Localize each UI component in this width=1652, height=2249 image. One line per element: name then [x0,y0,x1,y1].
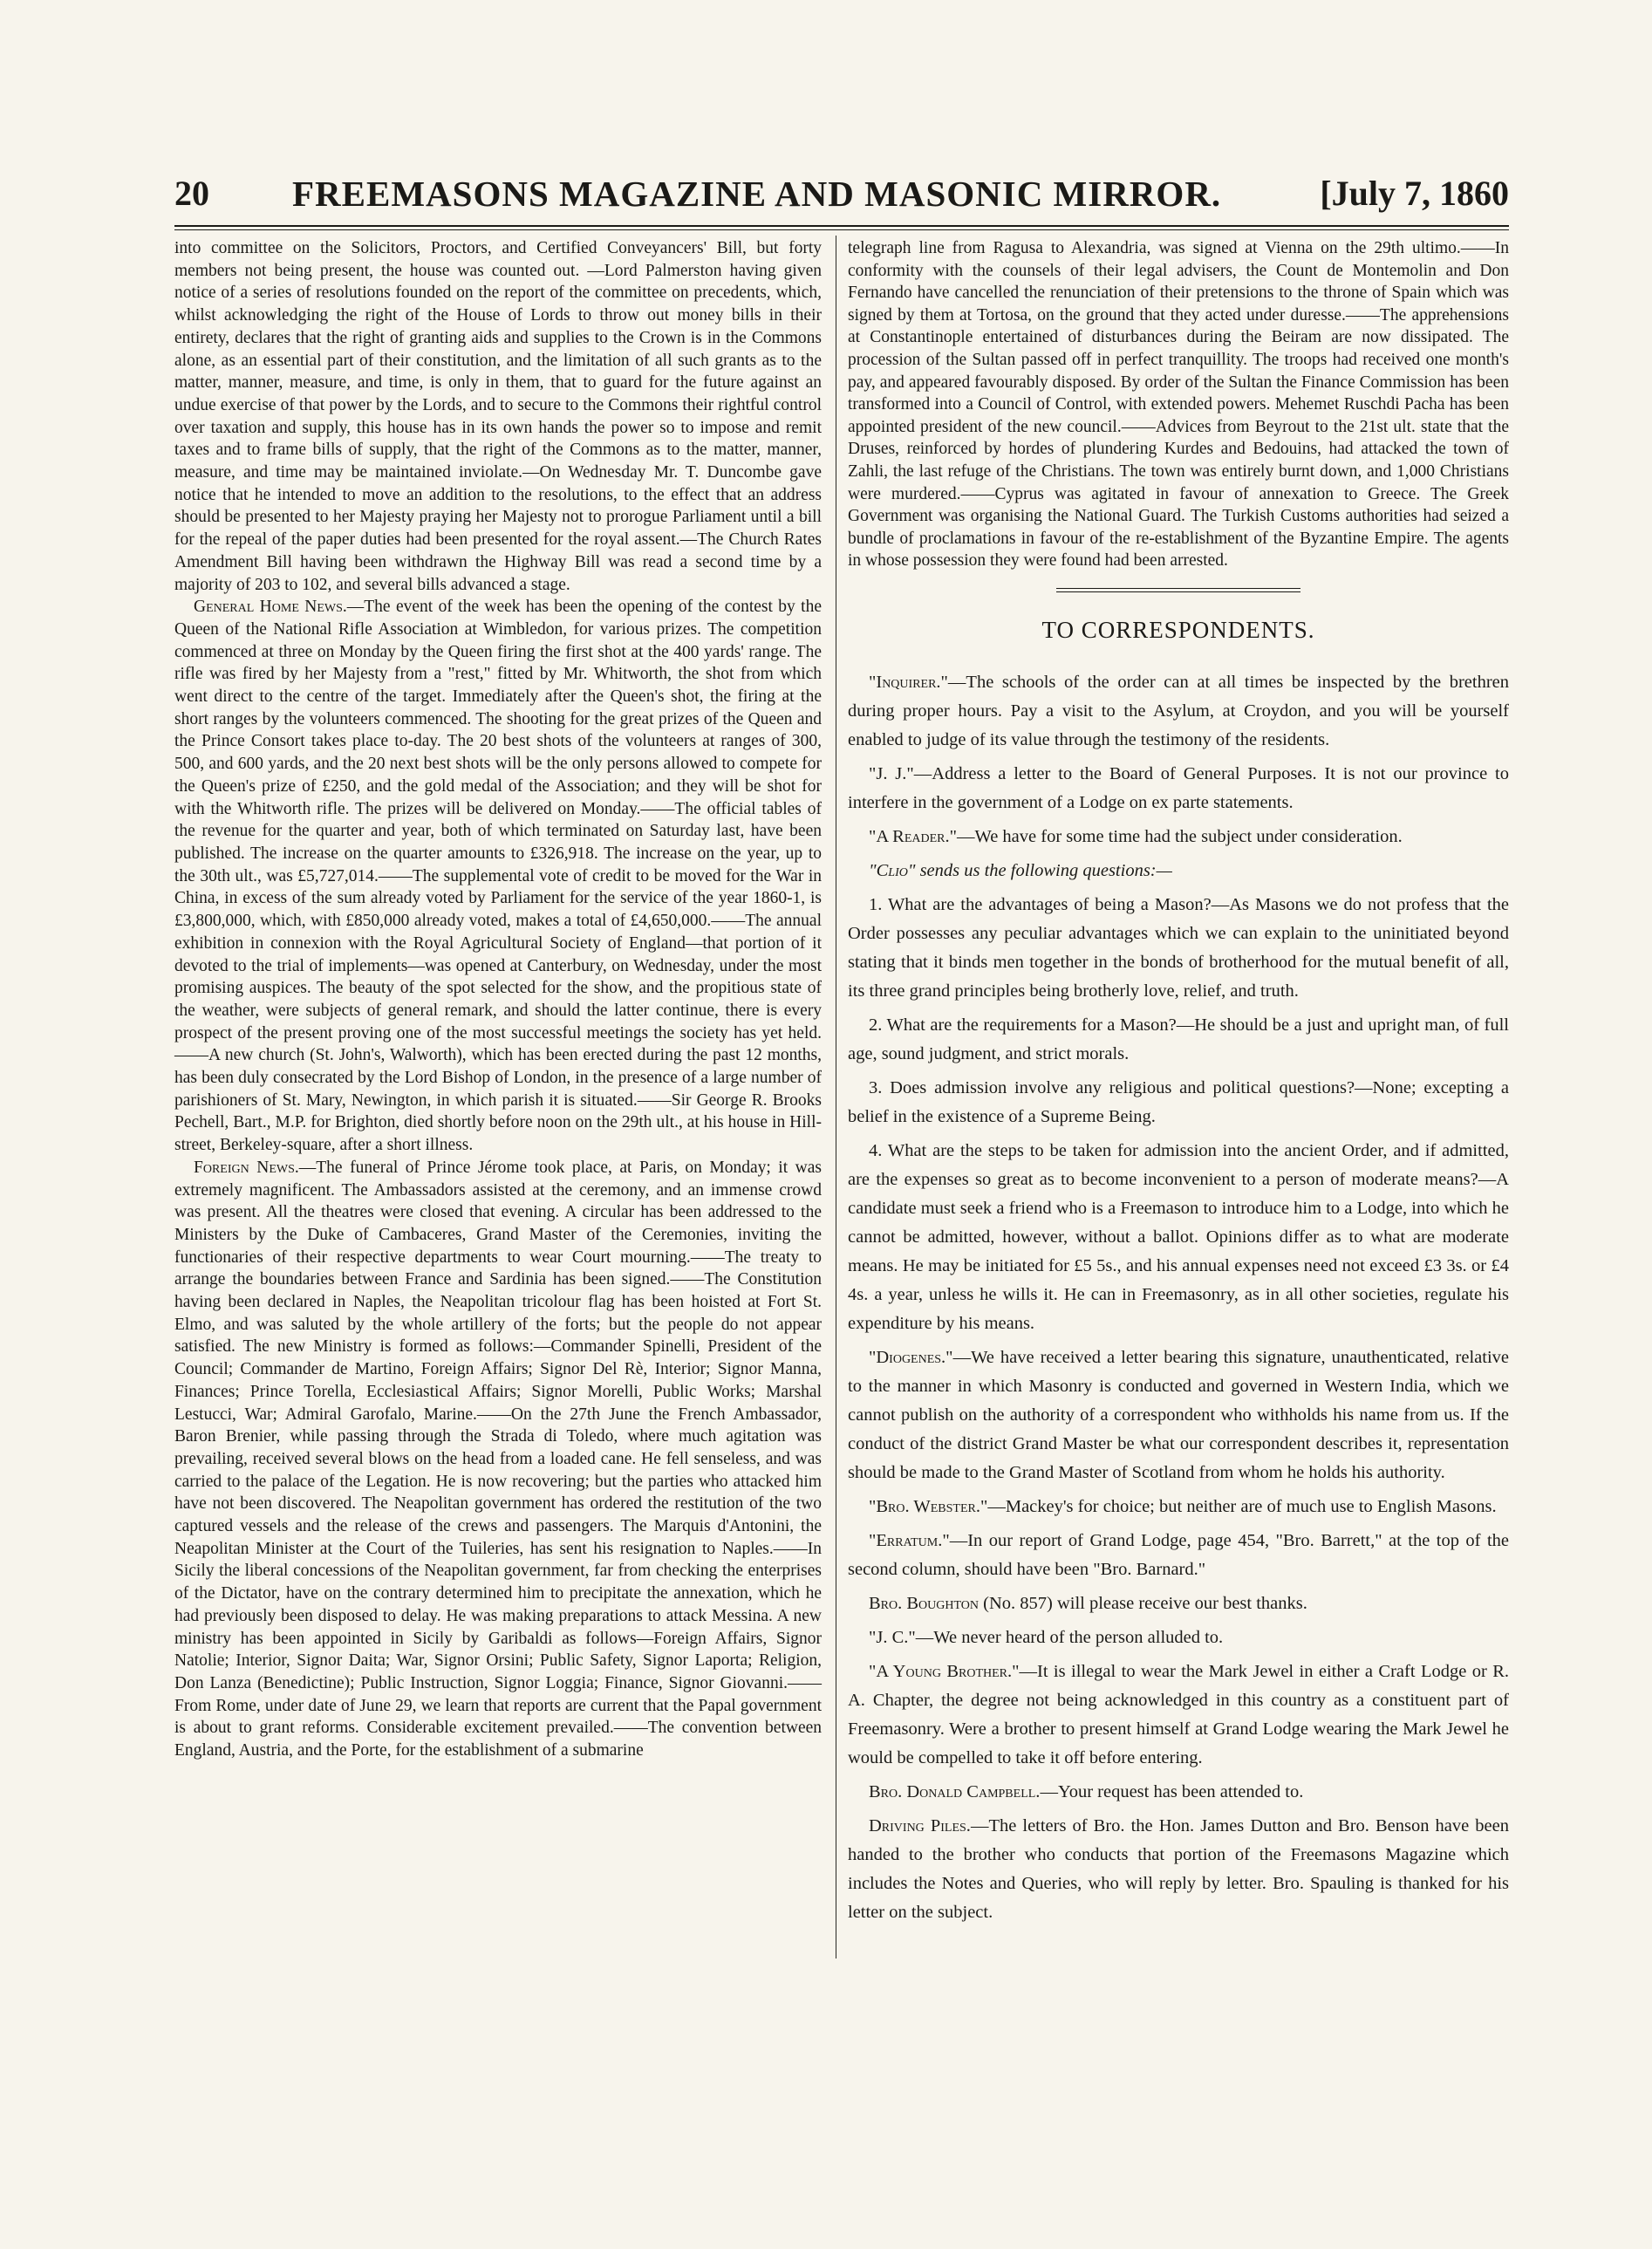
correspondent-item: "J. J."—Address a letter to the Board of General Purposes. It is not our province to interfere in the government of a Lodge on ex parte statements. [848,763,1509,812]
correspondent-item: "Erratum."—In our report of Grand Lodge, page 454, "Bro. Barrett," at the top of the second column, should have been "Bro. Barnard." [848,1530,1509,1579]
news-continuation-text: telegraph line from Ragusa to Alexandria, was signed at Vienna on the 29th ultimo.——In conformity with the counsels of their legal advisers, the Count de Montemolin and Don Fernando have cancelled the renunciation of their pretensions to the throne of Spain which was signed by them at Tortosa, on the ground that they acted under duresse.——The apprehensions at Constantinople entertained of disturbances during the Beiram are now dissipated. The procession of the Sultan passed off in perfect tranquillity. The troops had received one month's pay, and appeared favourably disposed. By order of the Sultan the Finance Commission has been transformed into a Council of Control, with extended powers. Mehemet Ruschdi Pacha has been appointed president of the new council.——Advices from Beyrout to the 21st ult. state that the Druses, reinforced by hordes of plundering Kurdes and Bedouins, had attacked the town of Zahli, the last refuge of the Christians. The town was entirely burnt down, and 1,000 Christians were murdered.——Cyprus was agitated in favour of annexation to Greece. The Greek Government was organising the National Guard. The Turkish Customs authorities had seized a bundle of proclamations in favour of the re-establishment of the Byzantine Empire. The agents in whose possession they were found had been arrested. [848,239,1509,571]
section-rule [1056,588,1300,592]
correspondent-item: "A Young Brother."—It is illegal to wear the Mark Jewel in either a Craft Lodge or R. A. Chapter, the degree not being acknowledged in this country as a constituent part of Freemasonry. Were a brother to present himself at Grand Lodge wearing the Mark Jewel he would be compelled to take it off before entering. [848,1661,1509,1767]
foreign-news-lead: Foreign News. [194,1158,299,1177]
correspondent-item: "Bro. Webster."—Mackey's for choice; but neither are of much use to English Masons. [869,1496,1497,1516]
foreign-news-paragraph [174,1157,822,1762]
header-rule [174,225,1509,227]
question-item: 1. What are the advantages of being a Mason?—As Masons we do not profess that the Order possesses any peculiar advantages which we can explain to the uninitiated beyond stating that it binds men together in the bonds of brotherhood for the mutual benefit of all, its three grand principles being brotherly love, relief, and truth. [848,894,1509,1001]
page-number: 20 [174,174,209,213]
issue-date: [July 7, 1860 [1320,174,1509,213]
correspondent-item: "Diogenes."—We have received a letter bearing this signature, unauthenticated, relative to the manner in which Masonry is conducted and governed in Western India, which we cannot publish on the authority of a correspondent who withholds his name from us. If the conduct of the district Grand Master be what our correspondent describes it, representation should be made to the Grand Master of Scotland from whom he holds his authority. [848,1347,1509,1482]
correspondent-item: "Inquirer."—The schools of the order can at all times be inspected by the brethren during proper hours. Pay a visit to the Asylum, at Croydon, and you will be yourself enabled to judge of its value through the testimony of the residents. [848,672,1509,749]
question-item: 2. What are the requirements for a Mason?—He should be a just and upright man, of full age, sound judgment, and strict morals. [848,1015,1509,1063]
question-item: 3. Does admission involve any religious and political questions?—None; excepting a belief in the existence of a Supreme Being. [848,1077,1509,1126]
parliament-paragraph: into committee on the Solicitors, Proctors, and Certified Conveyancers' Bill, but forty members not being present, the house was counted out. —Lord Palmerston having given notice of a series of resolutions founded on the report of the committee on precedents, which, whilst acknowledging the right of the House of Lords to throw out money bills in their entirety, declares that the right of granting aids and supplies to the Crown is in the Commons alone, as an essential part of their constitution, and the limitation of all such grants as to the matter, manner, measure, and time, is only in them, that to guard for the future against an undue exercise of that power by the Lords, and to secure to the Commons their rightful control over taxation and supply, this house has in its own hands the power so to impose and remit taxes and to frame bills of supply, that the right of the Commons as to the matter, manner, measure, and time may be maintained inviolate.—On Wednesday Mr. T. Duncombe gave notice that he intended to move an addition to the resolutions, to the effect that an address should be presented to her Majesty praying her Majesty not to prorogue Parliament until a bill for the repeal of the paper duties had been presented for the royal assent.—The Church Rates Amendment Bill having been withdrawn the Highway Bill was read a second time by a majority of 203 to 102, and several bills advanced a stage. [174,239,822,594]
correspondent-item: "J. C."—We never heard of the person alluded to. [869,1627,1224,1647]
home-news-lead: General Home News. [194,598,347,617]
correspondents-list [848,668,1509,1927]
news-continuation [848,237,1509,572]
home-news-paragraph [174,596,822,1157]
question-item: 4. What are the steps to be taken for admission into the ancient Order, and if admitted, are the expenses so great as to become inconvenient to a person of moderate means?—A candidate must seek a friend who is a Freemason to introduce him to a Lodge, into which he cannot be admitted, however, without a ballot. Opinions differ as to what are moderate means. He may be initiated for £5 5s., and his annual expenses need not exceed £3 3s. or £4 4s. a year, unless he wills it. He can in Freemasonry, as in all other societies, regulate his expenditure by his means. [848,1140,1509,1333]
correspondent-item: Driving Piles.—The letters of Bro. the Hon. James Dutton and Bro. Benson have been handed to the brother who conducts that portion of the Freemasons Magazine which includes the Notes and Queries, who will reply by letter. Bro. Spauling is thanked for his letter on the subject. [848,1815,1509,1922]
correspondent-item: Bro. Donald Campbell.—Your request has been attended to. [869,1781,1304,1801]
correspondents-heading: TO CORRESPONDENTS. [1041,616,1315,643]
foreign-news-text: —The funeral of Prince Jérome took place, at Paris, on Monday; it was extremely magnificent. The Ambassadors assisted at the ceremony, and an immense crowd was present. All the theatres were closed that evening. A circular has been addressed to the Ministers by the Duke of Cambaceres, Grand Master of the Ceremonies, inviting the functionaries of their respective departments to wear Court mourning.——The treaty to arrange the boundaries between France and Sardinia has been signed.——The Constitution having been declared in Naples, the Neapolitan tricolour flag has been hoisted at Fort St. Elmo, and was saluted by the whole artillery of the forts; but the people do not appear satisfied. The new Ministry is formed as follows:—Commander Spinelli, President of the Council; Commander de Martino, Foreign Affairs; Signor Del Rè, Interior; Signor Manna, Finances; Prince Torella, Ecclesiastical Affairs; Signor Morelli, Public Works; Marshal Lestucci, War; Admiral Garofalo, Marine.——On the 27th June the French Ambassador, Baron Brenier, while passing through the Strada di Toledo, where much agitation was prevailing, received several blows on the head from a loaded cane. He fell senseless, and was carried to the palace of the Legation. He is now recovering; but the parties who attacked him have not been discovered. The Neapolitan government has ordered the restitution of the two captured vessels and the release of the crews and passengers. The Marquis d'Antonini, the Neapolitan Minister at the Court of the Tuileries, has sent his resignation to Naples.——In Sicily the liberal concessions of the Neapolitan government, far from checking the enterprises of the Dictator, have on the contrary determined him to precipitate the annexation, which he had previously been disposed to delay. He was making preparations to attack Messina. A new ministry has been appointed in Sicily by Garibaldi as follows—Foreign Affairs, Signor Natolie; Interior, Signor Daita; War, Signor Orsini; Public Safety, Signor Laporta; Religion, Don Lanza (Benedictine); Public Instruction, Signor Loggia; Finance, Signor Giovanni.——From Rome, under date of June 29, we learn that reports are current that the Papal government is about to grant reforms. Considerable excitement prevailed.——The convention between England, Austria, and the Porte, for the establishment of a submarine [174,1158,822,1760]
home-news-text: —The event of the week has been the opening of the contest by the Queen of the National Rifle Association at Wimbledon, for various prizes. The competition commenced at three on Monday by the Queen firing the first shot at the 400 yards' range. The rifle was fired by her Majesty from a "rest," fitted by Mr. Whitworth, the shot from which went direct to the centre of the target. Immediately after the Queen's shot, the firing at the short ranges by the volunteers commenced. The shooting for the great prizes of the Queen and the Prince Consort takes place to-day. The 20 best shots of the volunteers at ranges of 300, 500, and 600 yards, and the 20 next best shots will be the only persons allowed to compete for the Queen's prize of £250, and the gold medal of the Association; and they will be shot for with the Whitworth rifle. The prizes will be delivered on Monday.——The official tables of the revenue for the quarter and year, both of which terminated on Saturday last, have been published. The increase on the quarter amounts to £326,918. The increase on the year, up to the 30th ult., was £5,727,014.——The supplemental vote of credit to be moved for the War in China, in excess of the sum already voted by Parliament for the service of the year 1860-1, is £3,800,000, which, with £850,000 already voted, makes a total of £4,650,000.——The annual exhibition in connexion with the Royal Agricultural Society of England—that portion of it devoted to the trial of implements—was opened at Canterbury, on Wednesday, under the most promising auspices. The beauty of the spot selected for the show, and the propitious state of the weather, were subjects of general remark, and should the latter continue, there is every prospect of the present proving one of the most successful meetings the society has yet held.——A new church (St. John's, Walworth), which has been erected during the past 12 months, has been duly consecrated by the Lord Bishop of London, in the presence of a large number of parishioners of St. Mary, Newington, in which parish it is situated.——Sir George R. Brooks Pechell, Bart., M.P. for Brighton, died shortly before noon on the 29th ult., at his house in Hill-street, Berkeley-square, after a short illness. [174,598,823,1155]
page-header [174,173,1509,225]
publication-title: FREEMASONS MAGAZINE AND MASONIC MIRROR. [292,174,1222,214]
right-column [848,237,1509,1932]
correspondent-item: Bro. Boughton (No. 857) will please receive our best thanks. [869,1593,1307,1613]
header-rule-thin [174,229,1509,230]
correspondent-item: "Clio" sends us the following questions:— [869,860,1172,880]
correspondent-item: "A Reader."—We have for some time had the subject under consideration. [869,826,1403,846]
left-column [174,237,822,1762]
